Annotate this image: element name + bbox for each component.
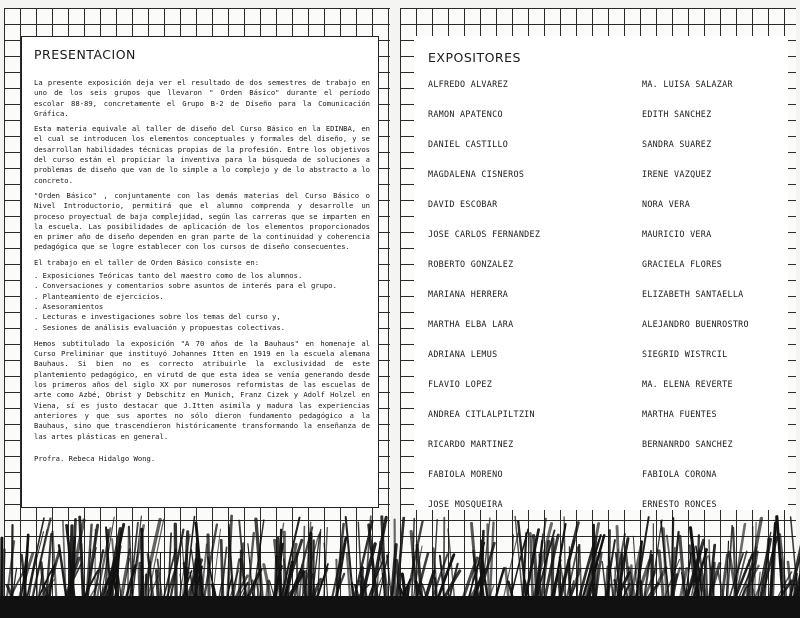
list-item: ADRIANA LEMUS bbox=[428, 349, 498, 359]
page-fold bbox=[391, 0, 399, 618]
list-item: ALEJANDRO BUENROSTRO bbox=[642, 319, 749, 329]
bauhaus-paragraph: Hemos subtitulado la exposición "A 70 años de la Bauhaus" en homenaje al Curso Preliminar que instituyó Johannes Itten en 1919 en la escuela alemana Bauhaus. Si bien no es correcto atribuirle la exclusividad de este plantemiento pedagógico, en virutd de que esta idea se venía generando desde los primeros años del siglo XX por numerosos reformistas de las escuelas de arte como Azbé, Obrist y Debschitz en Munich, Franz Cizek y Adolf Holzel en Viena, sí es justo destacar que J.Itten asimila y madura las experiencias anteriores y que sus aportes no sólo dieron fundamento pedagógico a la Bauhaus, sino que trascendieron históricamente transformando la enseñanza de las artes plásticas en general. bbox=[34, 338, 370, 441]
list-item: DANIEL CASTILLO bbox=[428, 139, 509, 149]
list-item: FABIOLA CORONA bbox=[642, 469, 717, 479]
list-item: . Planteamiento de ejercicios. bbox=[34, 291, 164, 301]
list-item: SIEGRID WISTRCIL bbox=[642, 349, 728, 359]
right-page-expositores bbox=[400, 8, 796, 610]
list-item: RICARDO MARTINEZ bbox=[428, 439, 514, 449]
list-item: FLAVIO LOPEZ bbox=[428, 379, 493, 389]
left-page-presentacion bbox=[4, 8, 390, 610]
list-item: . Lecturas e investigaciones sobre los temas del curso y, bbox=[34, 312, 281, 322]
intro-paragraph: La presente exposición deja ver el resultado de dos semestres de trabajo en uno de los seis grupos que llevaron " Orden Básico" durante el período escolar 88-89, concretamente el Grupo B-2 de Diseño para la Comunicación Gráfica. bbox=[34, 78, 370, 118]
list-item: MARTHA FUENTES bbox=[642, 409, 717, 419]
list-item: ERNESTO RONCES bbox=[642, 499, 717, 509]
list-item: FABIOLA MORENO bbox=[428, 469, 503, 479]
exhibitors-right-column bbox=[642, 78, 749, 528]
list-item: MARIANA HERRERA bbox=[428, 289, 509, 299]
orden-basico-paragraph: "Orden Básico" , conjuntamente con las demás materias del Curso Básico o Nivel Introductorio, permitirá que el alumno comprenda y desarrolle un proceso proyectual de baja complejidad, según las carreras que se imparten en la escuela. Las posibilidades de aplicación de los elementos proporcionados en primer año de diseño dependen en gran parte de la continuidad y coherencia pedagógica que se logre establecer con los cursos de diseño consecuentes. bbox=[34, 190, 370, 252]
expositores-title: EXPOSITORES bbox=[428, 50, 521, 65]
activities-list bbox=[34, 271, 370, 333]
signature: Profra. Rebeca Hidalgo Wong. bbox=[34, 453, 156, 463]
list-item: . Conversaciones y comentarios sobre asuntos de interés para el grupo. bbox=[34, 281, 337, 291]
list-item: ROBERTO GONZALEZ bbox=[428, 259, 514, 269]
exhibitors-left-column bbox=[428, 78, 540, 528]
list-item: MAGDALENA CISNEROS bbox=[428, 169, 525, 179]
list-item: . Exposiciones Teóricas tanto del maestro como de los alumnos. bbox=[34, 271, 303, 281]
list-item: SANDRA SUAREZ bbox=[642, 139, 712, 149]
materia-paragraph: Esta materia equivale al taller de diseño del Curso Básico en la EDINBA, en el cual se introducen los elementos conceptuales y formales del diseño, y se desarrollan habilidades técnicas propias de la profesión. Entre los objetivos del curso están el propiciar la inventiva para la búsqueda de soluciones a problemas de diseño que van de lo simple a lo complejo y de lo abstracto a lo concreto. bbox=[34, 124, 370, 185]
list-item: ELIZABETH SANTAELLA bbox=[642, 289, 744, 299]
list-item: ANDREA CITLALPILTZIN bbox=[428, 409, 535, 419]
taller-paragraph: El trabajo en el taller de Orden Básico consiste en: bbox=[34, 257, 260, 267]
list-item: MARTHA ELBA LARA bbox=[428, 319, 514, 329]
presentacion-text-box bbox=[21, 36, 379, 508]
list-item: . Sesiones de análisis evaluación y propuestas colectivas. bbox=[34, 322, 285, 332]
list-item: RAMON APATENCO bbox=[428, 109, 503, 119]
list-item: MA. LUISA SALAZAR bbox=[642, 79, 733, 89]
list-item: IRENE VAZQUEZ bbox=[642, 169, 712, 179]
expositores-box bbox=[414, 36, 788, 510]
list-item: DAVID ESCOBAR bbox=[428, 199, 498, 209]
list-item: EDITH SANCHEZ bbox=[642, 109, 712, 119]
list-item: JOSE CARLOS FERNANDEZ bbox=[428, 229, 541, 239]
list-item: BERNANRDO SANCHEZ bbox=[642, 439, 733, 449]
presentacion-title: PRESENTACION bbox=[34, 47, 136, 62]
list-item: NORA VERA bbox=[642, 199, 691, 209]
list-item: MA. ELENA REVERTE bbox=[642, 379, 733, 389]
list-item: JOSE MOSQUEIRA bbox=[428, 499, 503, 509]
list-item: GRACIELA FLORES bbox=[642, 259, 723, 269]
list-item: ALFREDO ALVAREZ bbox=[428, 79, 509, 89]
list-item: MAURICIO VERA bbox=[642, 229, 712, 239]
list-item: . Asesoramientos bbox=[34, 301, 104, 311]
